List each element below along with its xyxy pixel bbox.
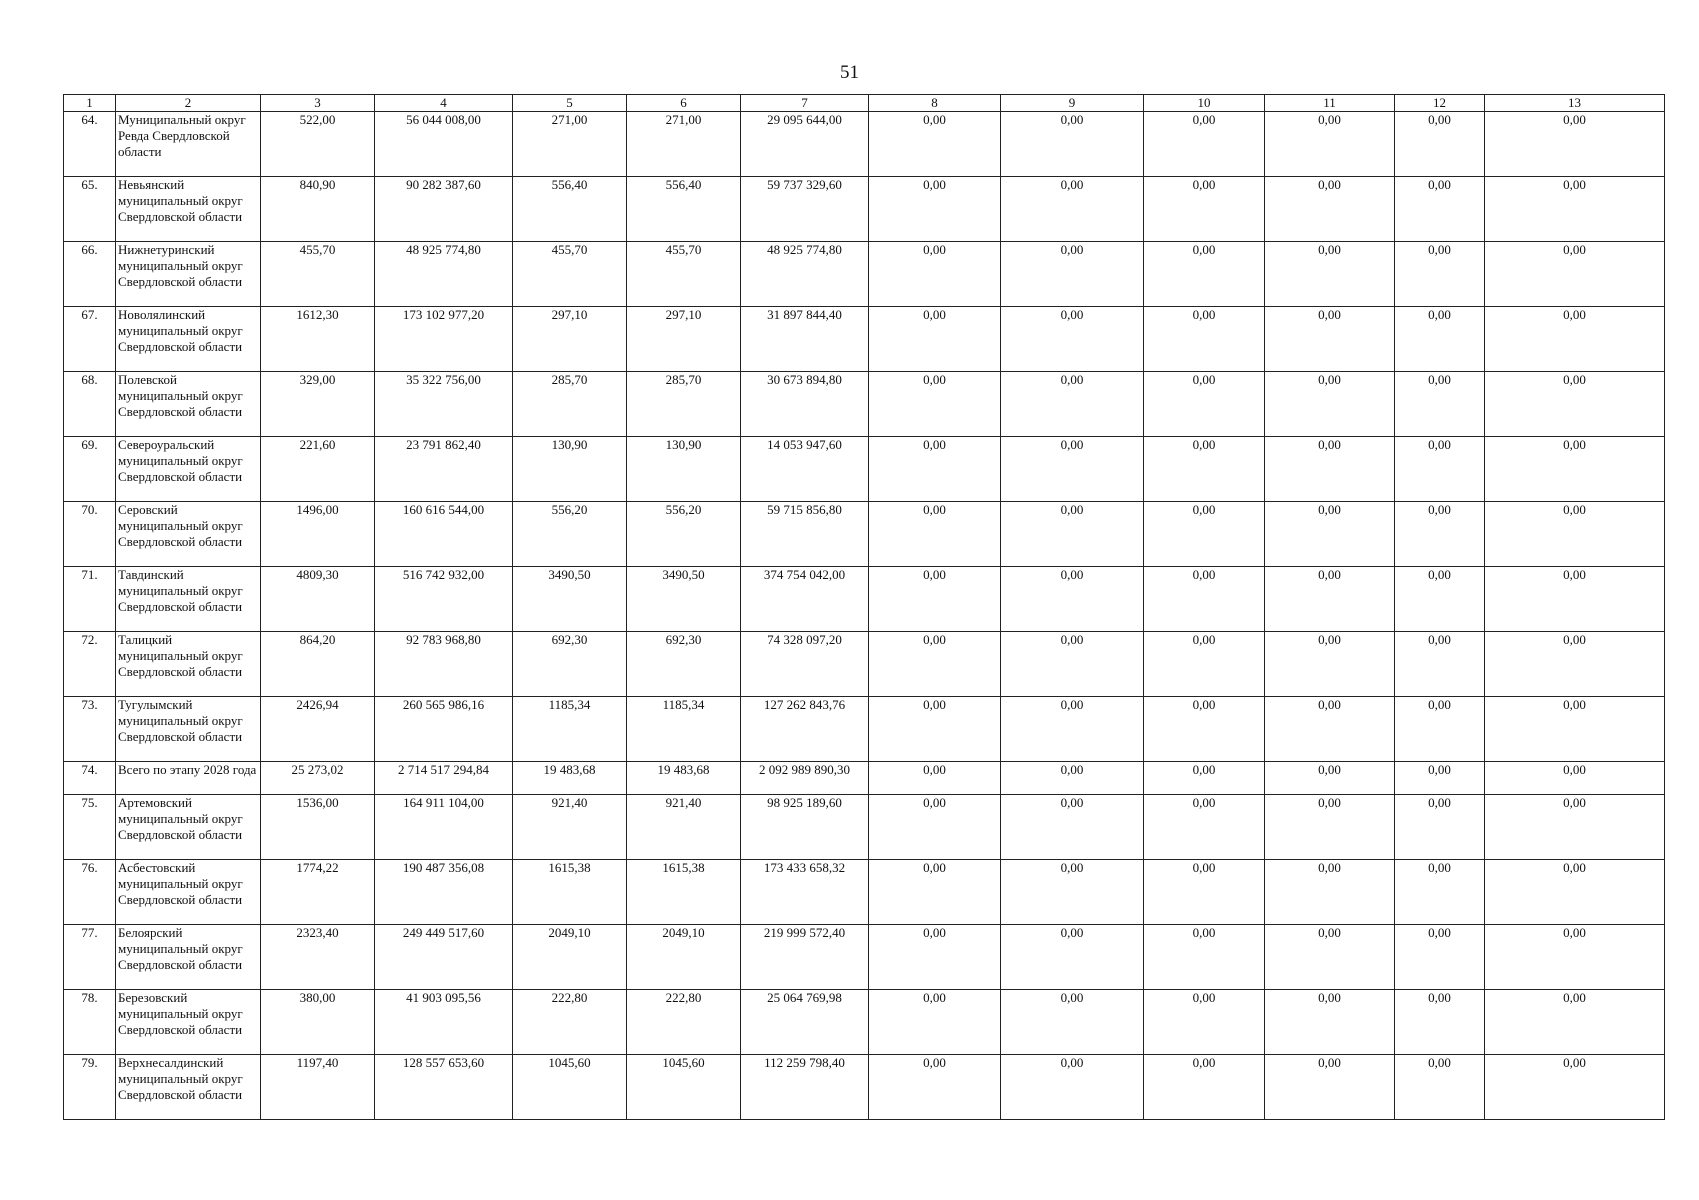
cell-c5: 1185,34 [513,697,627,762]
municipality-name: Серовский муниципальный округ Свердловской области [116,502,261,567]
row-number: 71. [64,567,116,632]
row-number: 68. [64,372,116,437]
cell-c3: 2323,40 [261,925,375,990]
column-header: 2 [116,95,261,112]
row-number: 75. [64,795,116,860]
cell-c13: 0,00 [1485,1055,1665,1120]
column-header: 7 [741,95,869,112]
table-row [64,697,1665,762]
cell-c4: 173 102 977,20 [375,307,513,372]
cell-c10: 0,00 [1144,372,1265,437]
cell-c4: 128 557 653,60 [375,1055,513,1120]
cell-c12: 0,00 [1395,242,1485,307]
cell-c10: 0,00 [1144,762,1265,795]
cell-c8: 0,00 [869,112,1001,177]
cell-c11: 0,00 [1265,990,1395,1055]
cell-c11: 0,00 [1265,697,1395,762]
cell-c5: 1045,60 [513,1055,627,1120]
cell-c13: 0,00 [1485,437,1665,502]
cell-c5: 1615,38 [513,860,627,925]
column-header: 4 [375,95,513,112]
cell-c4: 260 565 986,16 [375,697,513,762]
cell-c7: 2 092 989 890,30 [741,762,869,795]
cell-c12: 0,00 [1395,437,1485,502]
cell-c13: 0,00 [1485,697,1665,762]
cell-c9: 0,00 [1001,307,1144,372]
cell-c5: 285,70 [513,372,627,437]
cell-c3: 522,00 [261,112,375,177]
municipality-name: Березовский муниципальный округ Свердловской области [116,990,261,1055]
column-header: 8 [869,95,1001,112]
cell-c13: 0,00 [1485,307,1665,372]
cell-c3: 25 273,02 [261,762,375,795]
cell-c13: 0,00 [1485,112,1665,177]
table-row [64,177,1665,242]
cell-c6: 1185,34 [627,697,741,762]
cell-c3: 1774,22 [261,860,375,925]
table-row [64,860,1665,925]
column-header: 6 [627,95,741,112]
cell-c8: 0,00 [869,567,1001,632]
cell-c10: 0,00 [1144,242,1265,307]
cell-c6: 285,70 [627,372,741,437]
cell-c10: 0,00 [1144,567,1265,632]
cell-c11: 0,00 [1265,860,1395,925]
cell-c9: 0,00 [1001,990,1144,1055]
cell-c13: 0,00 [1485,925,1665,990]
cell-c9: 0,00 [1001,795,1144,860]
table-row [64,632,1665,697]
cell-c11: 0,00 [1265,1055,1395,1120]
table-body [64,112,1665,1120]
cell-c12: 0,00 [1395,372,1485,437]
cell-c7: 112 259 798,40 [741,1055,869,1120]
cell-c8: 0,00 [869,990,1001,1055]
cell-c6: 222,80 [627,990,741,1055]
cell-c5: 271,00 [513,112,627,177]
cell-c6: 692,30 [627,632,741,697]
cell-c4: 92 783 968,80 [375,632,513,697]
cell-c3: 221,60 [261,437,375,502]
cell-c8: 0,00 [869,372,1001,437]
cell-c3: 864,20 [261,632,375,697]
cell-c7: 30 673 894,80 [741,372,869,437]
cell-c4: 48 925 774,80 [375,242,513,307]
cell-c8: 0,00 [869,632,1001,697]
cell-c7: 59 715 856,80 [741,502,869,567]
cell-c13: 0,00 [1485,795,1665,860]
table-row [64,437,1665,502]
cell-c8: 0,00 [869,762,1001,795]
cell-c7: 25 064 769,98 [741,990,869,1055]
cell-c6: 3490,50 [627,567,741,632]
cell-c4: 516 742 932,00 [375,567,513,632]
cell-c10: 0,00 [1144,990,1265,1055]
cell-c11: 0,00 [1265,177,1395,242]
cell-c3: 1536,00 [261,795,375,860]
row-number: 70. [64,502,116,567]
cell-c8: 0,00 [869,795,1001,860]
cell-c8: 0,00 [869,242,1001,307]
cell-c9: 0,00 [1001,112,1144,177]
row-number: 79. [64,1055,116,1120]
column-header: 9 [1001,95,1144,112]
cell-c7: 74 328 097,20 [741,632,869,697]
table-row [64,307,1665,372]
cell-c9: 0,00 [1001,372,1144,437]
cell-c5: 455,70 [513,242,627,307]
cell-c3: 840,90 [261,177,375,242]
cell-c11: 0,00 [1265,502,1395,567]
cell-c6: 271,00 [627,112,741,177]
municipality-name: Муниципальный округ Ревда Свердловской области [116,112,261,177]
column-header: 12 [1395,95,1485,112]
cell-c12: 0,00 [1395,697,1485,762]
cell-c13: 0,00 [1485,502,1665,567]
cell-c12: 0,00 [1395,502,1485,567]
municipality-name: Нижнетуринский муниципальный округ Свердловской области [116,242,261,307]
cell-c13: 0,00 [1485,177,1665,242]
cell-c5: 297,10 [513,307,627,372]
table-row [64,112,1665,177]
row-number: 73. [64,697,116,762]
municipality-name: Верхнесалдинский муниципальный округ Свердловской области [116,1055,261,1120]
table-row [64,242,1665,307]
cell-c12: 0,00 [1395,990,1485,1055]
cell-c6: 1045,60 [627,1055,741,1120]
row-number: 76. [64,860,116,925]
cell-c11: 0,00 [1265,307,1395,372]
cell-c8: 0,00 [869,502,1001,567]
cell-c13: 0,00 [1485,990,1665,1055]
page-number: 51 [840,62,859,83]
cell-c3: 1496,00 [261,502,375,567]
municipality-name: Полевской муниципальный округ Свердловской области [116,372,261,437]
cell-c9: 0,00 [1001,697,1144,762]
cell-c3: 380,00 [261,990,375,1055]
cell-c11: 0,00 [1265,762,1395,795]
municipality-name: Всего по этапу 2028 года [116,762,261,795]
cell-c11: 0,00 [1265,242,1395,307]
cell-c10: 0,00 [1144,1055,1265,1120]
cell-c4: 164 911 104,00 [375,795,513,860]
cell-c6: 130,90 [627,437,741,502]
cell-c3: 1197,40 [261,1055,375,1120]
table-row [64,502,1665,567]
cell-c9: 0,00 [1001,632,1144,697]
cell-c9: 0,00 [1001,437,1144,502]
cell-c5: 3490,50 [513,567,627,632]
municipality-name: Асбестовский муниципальный округ Свердловской области [116,860,261,925]
cell-c12: 0,00 [1395,925,1485,990]
cell-c9: 0,00 [1001,242,1144,307]
cell-c4: 56 044 008,00 [375,112,513,177]
cell-c10: 0,00 [1144,112,1265,177]
cell-c5: 556,40 [513,177,627,242]
cell-c13: 0,00 [1485,567,1665,632]
cell-c6: 556,20 [627,502,741,567]
municipality-name: Невьянский муниципальный округ Свердловской области [116,177,261,242]
cell-c9: 0,00 [1001,177,1144,242]
municipality-name: Тугулымский муниципальный округ Свердловской области [116,697,261,762]
cell-c8: 0,00 [869,697,1001,762]
data-table [63,94,1665,1120]
municipality-name: Североуральский муниципальный округ Свердловской области [116,437,261,502]
table-row [64,990,1665,1055]
cell-c4: 160 616 544,00 [375,502,513,567]
cell-c4: 35 322 756,00 [375,372,513,437]
column-header: 3 [261,95,375,112]
cell-c10: 0,00 [1144,177,1265,242]
cell-c10: 0,00 [1144,307,1265,372]
cell-c7: 127 262 843,76 [741,697,869,762]
cell-c11: 0,00 [1265,437,1395,502]
cell-c7: 59 737 329,60 [741,177,869,242]
cell-c6: 19 483,68 [627,762,741,795]
cell-c6: 1615,38 [627,860,741,925]
row-number: 77. [64,925,116,990]
cell-c8: 0,00 [869,177,1001,242]
table-row [64,567,1665,632]
cell-c13: 0,00 [1485,242,1665,307]
cell-c3: 455,70 [261,242,375,307]
cell-c5: 19 483,68 [513,762,627,795]
row-number: 69. [64,437,116,502]
cell-c12: 0,00 [1395,112,1485,177]
cell-c5: 130,90 [513,437,627,502]
cell-c12: 0,00 [1395,307,1485,372]
table-row [64,1055,1665,1120]
cell-c6: 455,70 [627,242,741,307]
cell-c7: 48 925 774,80 [741,242,869,307]
cell-c7: 173 433 658,32 [741,860,869,925]
cell-c10: 0,00 [1144,632,1265,697]
table-row [64,372,1665,437]
cell-c12: 0,00 [1395,762,1485,795]
cell-c5: 692,30 [513,632,627,697]
municipality-name: Тавдинский муниципальный округ Свердловской области [116,567,261,632]
cell-c11: 0,00 [1265,112,1395,177]
municipality-name: Белоярский муниципальный округ Свердловской области [116,925,261,990]
cell-c5: 222,80 [513,990,627,1055]
cell-c8: 0,00 [869,860,1001,925]
municipality-name: Талицкий муниципальный округ Свердловской области [116,632,261,697]
cell-c11: 0,00 [1265,795,1395,860]
cell-c5: 921,40 [513,795,627,860]
cell-c7: 31 897 844,40 [741,307,869,372]
column-header: 10 [1144,95,1265,112]
cell-c7: 29 095 644,00 [741,112,869,177]
cell-c9: 0,00 [1001,762,1144,795]
cell-c4: 90 282 387,60 [375,177,513,242]
cell-c12: 0,00 [1395,177,1485,242]
cell-c7: 14 053 947,60 [741,437,869,502]
cell-c7: 98 925 189,60 [741,795,869,860]
cell-c3: 329,00 [261,372,375,437]
row-number: 65. [64,177,116,242]
cell-c12: 0,00 [1395,1055,1485,1120]
cell-c7: 374 754 042,00 [741,567,869,632]
cell-c8: 0,00 [869,437,1001,502]
row-number: 66. [64,242,116,307]
cell-c13: 0,00 [1485,632,1665,697]
cell-c9: 0,00 [1001,502,1144,567]
cell-c5: 556,20 [513,502,627,567]
cell-c12: 0,00 [1395,860,1485,925]
row-number: 67. [64,307,116,372]
table-row [64,762,1665,795]
row-number: 78. [64,990,116,1055]
table-row [64,795,1665,860]
cell-c6: 556,40 [627,177,741,242]
cell-c11: 0,00 [1265,632,1395,697]
cell-c4: 41 903 095,56 [375,990,513,1055]
cell-c10: 0,00 [1144,437,1265,502]
cell-c12: 0,00 [1395,567,1485,632]
cell-c10: 0,00 [1144,860,1265,925]
row-number: 74. [64,762,116,795]
cell-c13: 0,00 [1485,860,1665,925]
cell-c4: 23 791 862,40 [375,437,513,502]
cell-c6: 921,40 [627,795,741,860]
column-header: 13 [1485,95,1665,112]
cell-c7: 219 999 572,40 [741,925,869,990]
cell-c6: 2049,10 [627,925,741,990]
municipality-name: Новолялинский муниципальный округ Свердловской области [116,307,261,372]
cell-c3: 4809,30 [261,567,375,632]
cell-c11: 0,00 [1265,925,1395,990]
cell-c3: 1612,30 [261,307,375,372]
cell-c5: 2049,10 [513,925,627,990]
cell-c4: 190 487 356,08 [375,860,513,925]
cell-c10: 0,00 [1144,795,1265,860]
cell-c13: 0,00 [1485,762,1665,795]
column-header: 1 [64,95,116,112]
cell-c11: 0,00 [1265,567,1395,632]
cell-c11: 0,00 [1265,372,1395,437]
cell-c13: 0,00 [1485,372,1665,437]
cell-c8: 0,00 [869,1055,1001,1120]
cell-c8: 0,00 [869,307,1001,372]
municipality-name: Артемовский муниципальный округ Свердловской области [116,795,261,860]
column-header: 11 [1265,95,1395,112]
cell-c6: 297,10 [627,307,741,372]
cell-c9: 0,00 [1001,567,1144,632]
cell-c12: 0,00 [1395,795,1485,860]
cell-c9: 0,00 [1001,925,1144,990]
cell-c9: 0,00 [1001,860,1144,925]
cell-c4: 2 714 517 294,84 [375,762,513,795]
cell-c8: 0,00 [869,925,1001,990]
table-row [64,925,1665,990]
column-number-row [64,95,1665,112]
column-header: 5 [513,95,627,112]
cell-c10: 0,00 [1144,925,1265,990]
row-number: 64. [64,112,116,177]
cell-c3: 2426,94 [261,697,375,762]
cell-c10: 0,00 [1144,697,1265,762]
cell-c4: 249 449 517,60 [375,925,513,990]
row-number: 72. [64,632,116,697]
cell-c10: 0,00 [1144,502,1265,567]
cell-c12: 0,00 [1395,632,1485,697]
cell-c9: 0,00 [1001,1055,1144,1120]
